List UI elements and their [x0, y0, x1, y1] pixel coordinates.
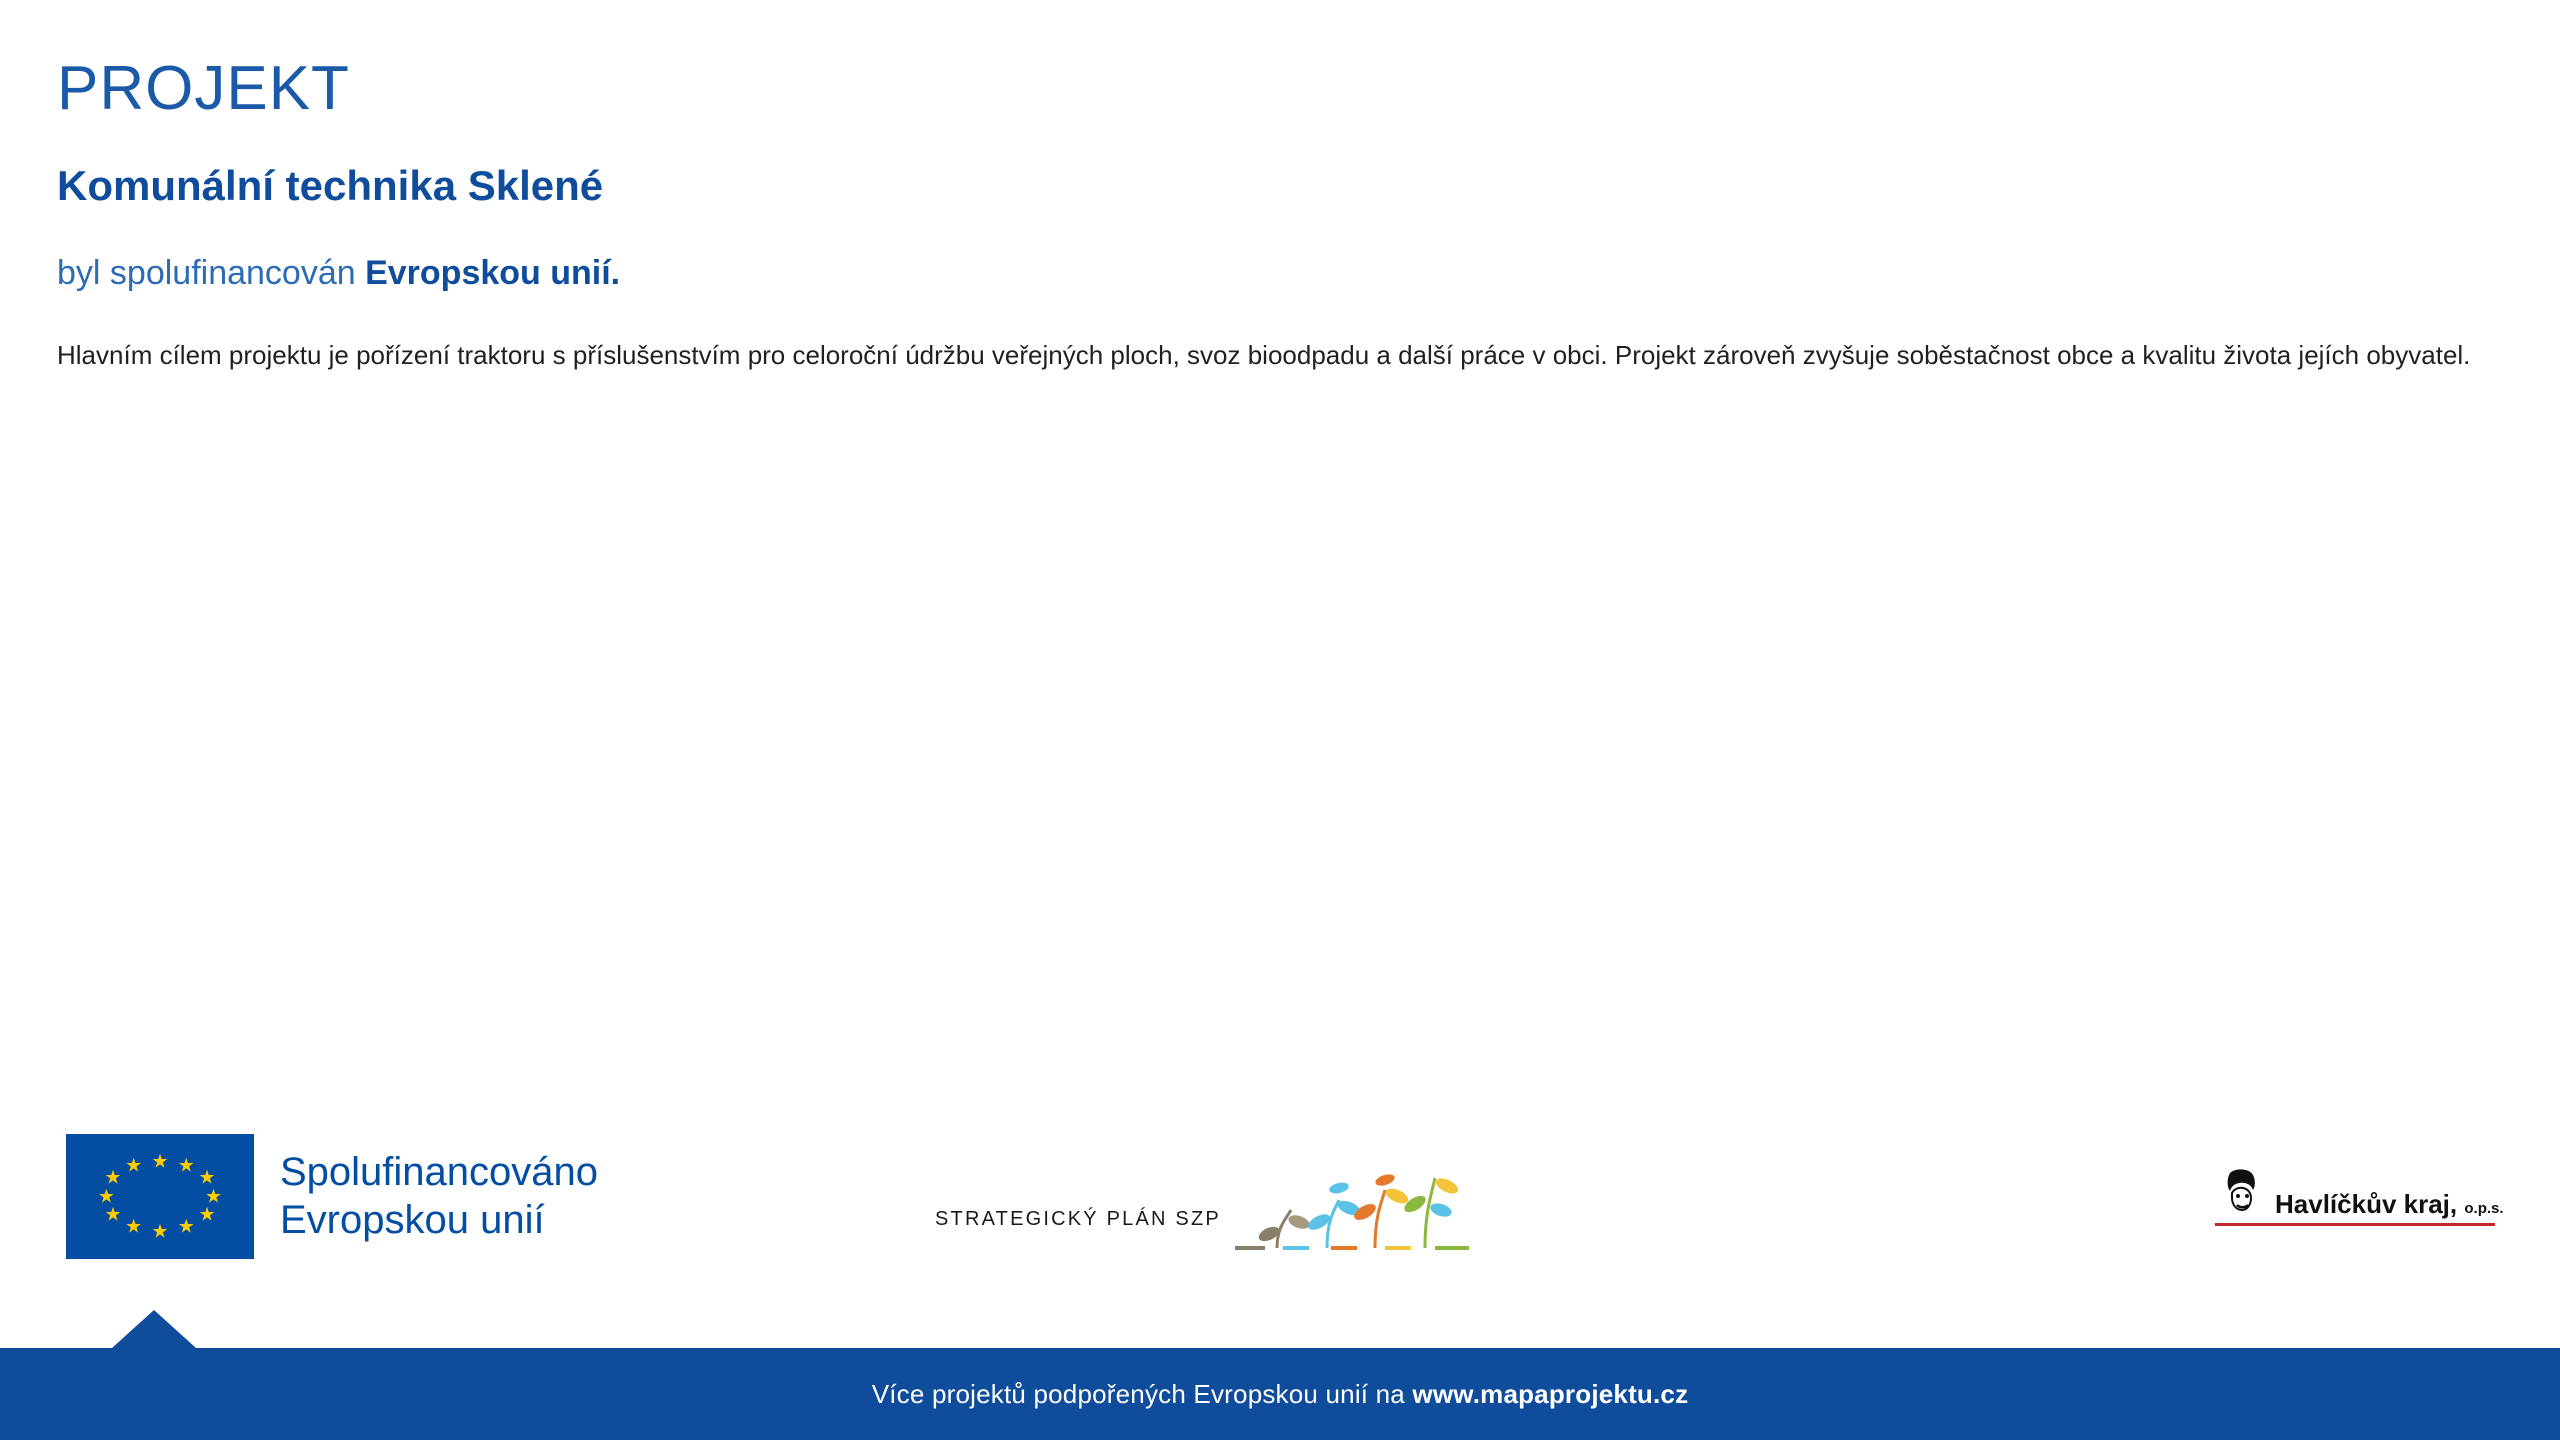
eu-logo-text [280, 1149, 598, 1243]
page-title: Komunální technika Sklené [57, 162, 604, 210]
project-description: Hlavním cílem projektu je pořízení traktoru s příslušenstvím pro celoroční údržbu veřejných ploch, svoz bioodpadu a další práce v obci. Projekt zároveň zvyšuje soběstačnost obce a kvalitu života jejích obyvatel. [57, 339, 2471, 370]
eu-logo-line2: Evropskou unií [280, 1197, 545, 1242]
bottom-bar [0, 1348, 2560, 1440]
szp-logo-text: STRATEGICKÝ PLÁN SZP [935, 1207, 1221, 1230]
havlickuv-kraj-logo [2215, 1165, 2504, 1245]
bottom-bar-notch [112, 1310, 196, 1348]
funding-statement-strong: Evropskou unií. [365, 254, 621, 293]
eu-flag-icon [66, 1134, 254, 1259]
eu-cofinanced-logo [66, 1134, 598, 1259]
funding-statement [57, 251, 2497, 295]
havlickuv-kraj-suffix: o.p.s. [2464, 1200, 2504, 1217]
szp-plants-icon [1235, 1164, 1525, 1274]
havlickuv-kraj-name-text: Havlíčkův kraj, [2275, 1189, 2458, 1219]
text-content-block [57, 56, 2497, 375]
eu-star-icon: ★ [205, 1186, 223, 1207]
eu-star-icon: ★ [104, 1204, 122, 1226]
bottom-bar-text [872, 1379, 1689, 1410]
eu-star-icon: ★ [198, 1167, 216, 1189]
eu-star-icon: ★ [177, 1155, 195, 1177]
eu-star-icon: ★ [125, 1155, 143, 1177]
havlickuv-kraj-row [2215, 1165, 2504, 1219]
eu-star-icon: ★ [177, 1216, 195, 1238]
eu-star-icon: ★ [198, 1204, 216, 1226]
eu-star-icon: ★ [97, 1186, 115, 1207]
logo-strip [0, 1120, 2560, 1280]
funding-statement-prefix: byl spolufinancován [57, 254, 366, 293]
project-map-link[interactable]: www.mapaprojektu.cz [1412, 1378, 1689, 1409]
page-kicker: PROJEKT [57, 54, 350, 123]
eu-star-icon: ★ [104, 1167, 122, 1189]
eu-star-icon: ★ [151, 1221, 169, 1242]
eu-star-icon: ★ [125, 1216, 143, 1238]
portrait-icon [2215, 1165, 2267, 1217]
eu-star-icon: ★ [151, 1151, 169, 1172]
havlickuv-kraj-underline [2215, 1223, 2495, 1226]
szp-logo [935, 1164, 1525, 1274]
eu-logo-line1: Spolufinancováno [280, 1150, 599, 1195]
bottom-bar-prefix: Více projektů podpořených Evropskou unií na [871, 1378, 1413, 1409]
havlickuv-kraj-name [2275, 1191, 2504, 1217]
